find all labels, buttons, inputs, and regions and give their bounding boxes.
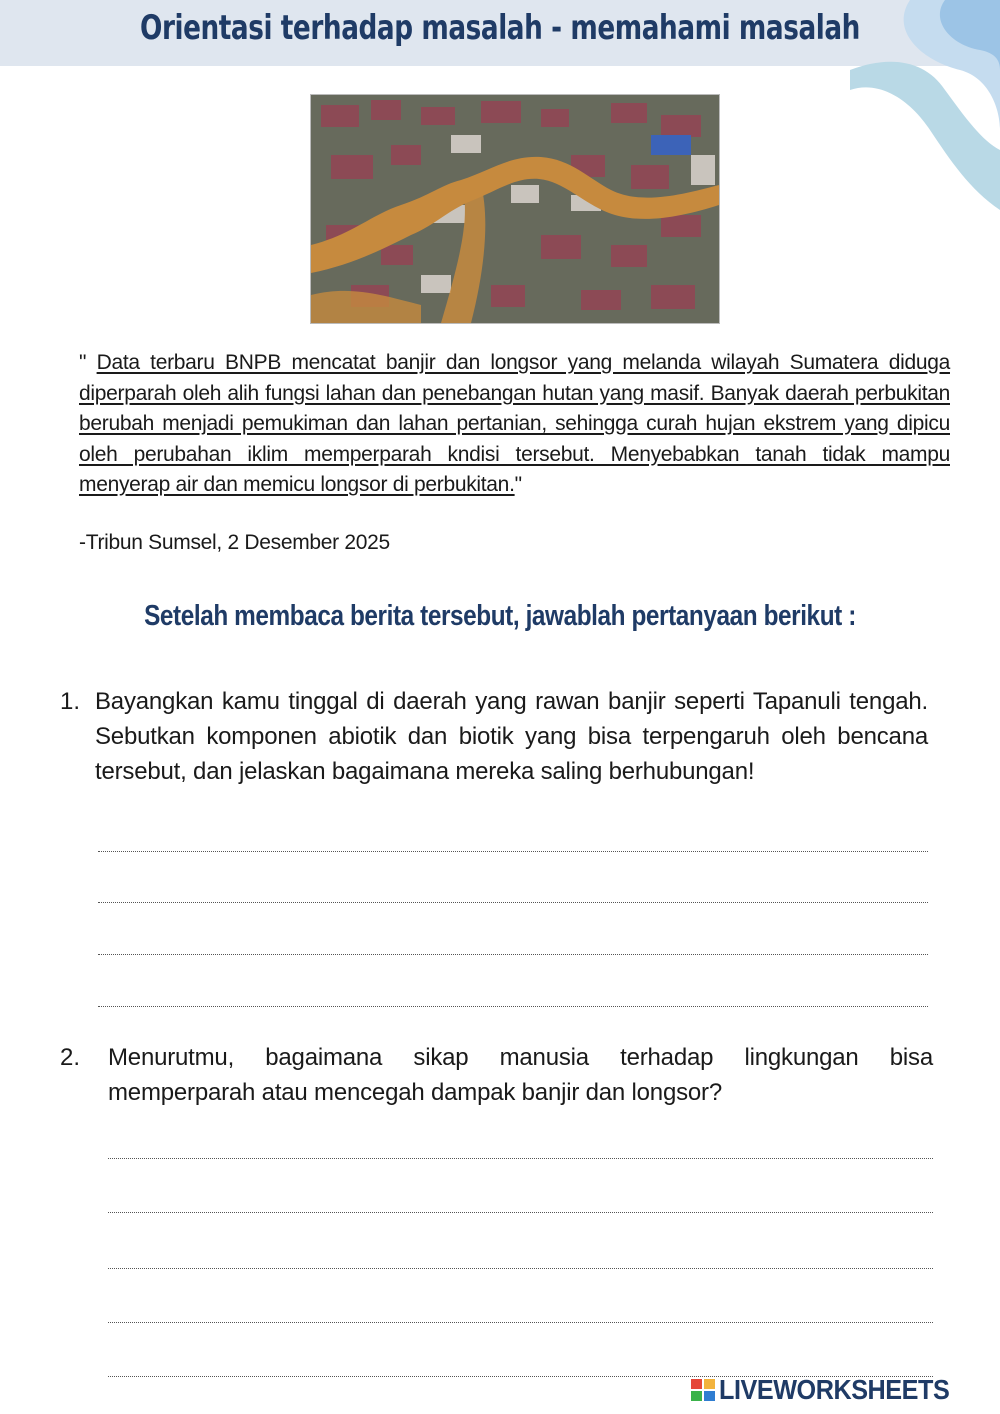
answer-line-1-3[interactable]	[98, 954, 928, 955]
answer-line-1-2[interactable]	[98, 902, 928, 903]
answer-line-2-3[interactable]	[108, 1268, 933, 1269]
page-title: Orientasi terhadap masalah - memahami masalah	[140, 8, 860, 48]
liveworksheets-brand: LIVEWORKSHEETS	[719, 1374, 950, 1405]
answer-line-2-2[interactable]	[108, 1212, 933, 1213]
question-2-text: Menurutmu, bagaimana sikap manusia terhadap lingkungan bisa memperparah atau mencegah dampak banjir dan longsor?	[108, 1044, 933, 1106]
quote-close-mark: "	[514, 473, 522, 496]
liveworksheets-badge[interactable]	[690, 1374, 975, 1406]
quote-text: Data terbaru BNPB mencatat banjir dan longsor yang melanda wilayah Sumatera diduga diperparah oleh alih fungsi lahan dan penebangan hutan yang masif. Banyak daerah perbukitan berubah menjadi pemukiman dan lahan pertanian, sehingga curah hujan ekstrem yang dipicu oleh perubahan iklim memperparah kndisi tersebut. Menyebabkan tanah tidak mampu menyerap air dan memicu longsor di perbukitan.	[79, 351, 950, 496]
flood-aerial-photo	[310, 94, 720, 324]
answer-line-1-4[interactable]	[98, 1006, 928, 1007]
answer-line-2-4[interactable]	[108, 1322, 933, 1323]
news-quote	[79, 348, 950, 501]
answer-line-2-1[interactable]	[108, 1158, 933, 1159]
question-2-number: 2.	[60, 1044, 81, 1071]
liveworksheets-logo-icon	[690, 1378, 716, 1402]
answer-line-1-1[interactable]	[98, 851, 928, 852]
question-1-text: Bayangkan kamu tinggal di daerah yang rawan banjir seperti Tapanuli tengah. Sebutkan komponen abiotik dan biotik yang bisa terpengaruh oleh bencana tersebut, dan jelaskan bagaimana mereka saling berhubungan!	[95, 688, 928, 785]
question-1-number: 1.	[60, 688, 81, 715]
instruction-heading: Setelah membaca berita tersebut, jawablah pertanyaan berikut :	[144, 600, 856, 632]
quote-open-mark: "	[79, 351, 97, 374]
quote-source: -Tribun Sumsel, 2 Desember 2025	[79, 531, 390, 554]
